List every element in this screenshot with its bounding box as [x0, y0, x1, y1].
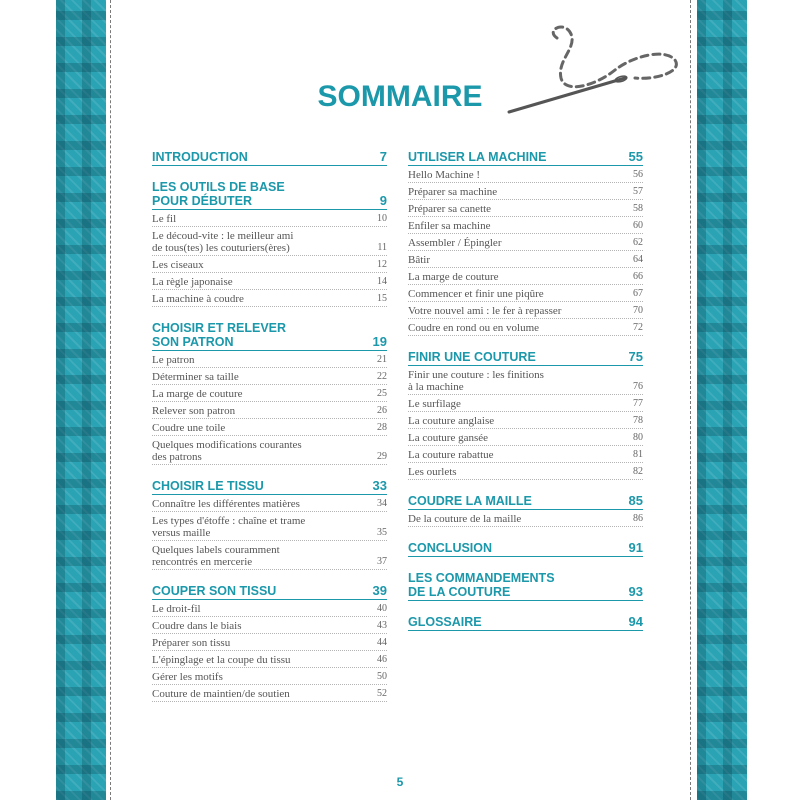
- toc-entry[interactable]: [152, 256, 387, 273]
- entry-page: 40: [377, 603, 387, 614]
- entry-title: Le patron: [152, 354, 195, 366]
- toc-section-heading[interactable]: [408, 350, 643, 366]
- toc-section: [152, 479, 387, 570]
- entry-page: 72: [633, 322, 643, 333]
- entry-title: Votre nouvel ami : le fer à repasser: [408, 305, 562, 317]
- stitch-line-left: [110, 0, 111, 800]
- entry-title: Les ciseaux: [152, 259, 204, 271]
- entry-title: Couture de maintien/de soutien: [152, 688, 290, 700]
- toc-entry[interactable]: [408, 366, 643, 395]
- entry-page: 21: [377, 354, 387, 365]
- entry-title: Le découd-vite : le meilleur ami de tous(tes) les couturiers(ères): [152, 230, 294, 254]
- toc-section-heading[interactable]: [152, 180, 387, 210]
- entry-page: 56: [633, 169, 643, 180]
- entry-title: Coudre une toile: [152, 422, 226, 434]
- entry-page: 37: [377, 556, 387, 567]
- needle-thread-icon: [505, 20, 685, 120]
- section-page: 39: [372, 583, 387, 598]
- toc-entry[interactable]: [152, 600, 387, 617]
- toc-entry[interactable]: [152, 617, 387, 634]
- section-page: 93: [628, 584, 643, 599]
- entry-title: Enfiler sa machine: [408, 220, 491, 232]
- entry-title: Relever son patron: [152, 405, 236, 417]
- entry-title: Le droit-fil: [152, 603, 201, 615]
- toc-entry[interactable]: [408, 234, 643, 251]
- entry-title: L'épinglage et la coupe du tissu: [152, 654, 291, 666]
- toc-section: [152, 150, 387, 166]
- section-title: GLOSSAIRE: [408, 615, 482, 629]
- toc-section: [408, 350, 643, 480]
- toc-section: [408, 571, 643, 601]
- section-gap: [408, 601, 643, 615]
- entry-title: La couture anglaise: [408, 415, 495, 427]
- entry-page: 52: [377, 688, 387, 699]
- entry-page: 15: [377, 293, 387, 304]
- section-gap: [408, 557, 643, 571]
- section-gap: [152, 307, 387, 321]
- entry-page: 70: [633, 305, 643, 316]
- section-page: 91: [628, 540, 643, 555]
- section-title: LES OUTILS DE BASE POUR DÉBUTER: [152, 180, 285, 208]
- toc-entry[interactable]: [152, 351, 387, 368]
- toc-entry[interactable]: [408, 166, 643, 183]
- toc-section: [152, 180, 387, 307]
- entry-page: 12: [377, 259, 387, 270]
- toc-entry[interactable]: [152, 210, 387, 227]
- toc-entry[interactable]: [152, 668, 387, 685]
- section-title: COUDRE LA MAILLE: [408, 494, 532, 508]
- entry-page: 43: [377, 620, 387, 631]
- entry-page: 10: [377, 213, 387, 224]
- entry-title: La couture rabattue: [408, 449, 494, 461]
- entry-page: 76: [633, 381, 643, 392]
- entry-title: Hello Machine !: [408, 169, 481, 181]
- toc-entry[interactable]: [152, 290, 387, 307]
- entry-title: Gérer les motifs: [152, 671, 223, 683]
- toc-section-heading[interactable]: [152, 584, 387, 600]
- entry-title: Le fil: [152, 213, 177, 225]
- page-title: SOMMAIRE: [317, 80, 483, 113]
- toc-section-heading[interactable]: [408, 494, 643, 510]
- toc-entry[interactable]: [408, 463, 643, 480]
- entry-page: 57: [633, 186, 643, 197]
- toc-entry[interactable]: [408, 510, 643, 527]
- entry-title: Les ourlets: [408, 466, 457, 478]
- section-title: CHOISIR LE TISSU: [152, 479, 264, 493]
- entry-title: Coudre en rond ou en volume: [408, 322, 540, 334]
- section-page: 55: [628, 149, 643, 164]
- toc-entry[interactable]: [152, 495, 387, 512]
- entry-title: Quelques modifications courantes des patrons: [152, 439, 302, 463]
- entry-title: La règle japonaise: [152, 276, 233, 288]
- entry-title: Déterminer sa taille: [152, 371, 239, 383]
- entry-title: Quelques labels couramment rencontrés en mercerie: [152, 544, 280, 568]
- entry-title: Le surfilage: [408, 398, 461, 410]
- section-page: 19: [372, 334, 387, 349]
- entry-title: La machine à coudre: [152, 293, 244, 305]
- toc-section: [408, 541, 643, 557]
- entry-page: 35: [377, 527, 387, 538]
- section-title: FINIR UNE COUTURE: [408, 350, 536, 364]
- plaid-border-left: [56, 0, 106, 800]
- entry-title: Commencer et finir une piqûre: [408, 288, 544, 300]
- entry-title: Finir une couture : les finitions à la machine: [408, 369, 544, 393]
- section-title: CONCLUSION: [408, 541, 493, 555]
- toc-section: [152, 584, 387, 702]
- toc-column-right: [408, 150, 643, 631]
- toc-section: [152, 321, 387, 465]
- toc-entry[interactable]: [152, 436, 387, 465]
- toc-column-left: [152, 150, 387, 702]
- toc-entry[interactable]: [408, 268, 643, 285]
- entry-page: 26: [377, 405, 387, 416]
- toc-section-heading[interactable]: [152, 321, 387, 351]
- toc-entry[interactable]: [408, 412, 643, 429]
- entry-title: Bâtir: [408, 254, 430, 266]
- toc-entry[interactable]: [408, 446, 643, 463]
- entry-title: Les types d'étoffe : chaîne et trame versus maille: [152, 515, 306, 539]
- section-page: 75: [628, 349, 643, 364]
- toc-entry[interactable]: [408, 200, 643, 217]
- toc-section: [408, 150, 643, 336]
- stitch-line-right: [690, 0, 691, 800]
- section-page: 9: [379, 193, 387, 208]
- toc-entry[interactable]: [408, 302, 643, 319]
- entry-page: 86: [633, 513, 643, 524]
- plaid-border-right: [697, 0, 747, 800]
- toc-section-heading[interactable]: [408, 541, 643, 557]
- toc-entry[interactable]: [152, 634, 387, 651]
- entry-page: 25: [377, 388, 387, 399]
- section-gap: [408, 527, 643, 541]
- entry-title: Connaître les différentes matières: [152, 498, 300, 510]
- entry-page: 77: [633, 398, 643, 409]
- toc-entry[interactable]: [408, 217, 643, 234]
- section-title: COUPER SON TISSU: [152, 584, 277, 598]
- toc-section: [408, 615, 643, 631]
- entry-page: 46: [377, 654, 387, 665]
- toc-section-heading[interactable]: [408, 615, 643, 631]
- entry-page: 11: [377, 242, 387, 253]
- toc-entry[interactable]: [152, 227, 387, 256]
- toc-entry[interactable]: [152, 385, 387, 402]
- entry-page: 22: [377, 371, 387, 382]
- toc-section-heading[interactable]: [152, 479, 387, 495]
- entry-page: 50: [377, 671, 387, 682]
- toc-entry[interactable]: [408, 429, 643, 446]
- entry-page: 66: [633, 271, 643, 282]
- toc-entry[interactable]: [408, 183, 643, 200]
- toc-entry[interactable]: [408, 395, 643, 412]
- toc-entry[interactable]: [408, 251, 643, 268]
- entry-page: 81: [633, 449, 643, 460]
- toc-entry[interactable]: [408, 319, 643, 336]
- section-page: 85: [628, 493, 643, 508]
- toc-entry[interactable]: [408, 285, 643, 302]
- toc-entry[interactable]: [152, 402, 387, 419]
- entry-page: 82: [633, 466, 643, 477]
- section-page: 94: [628, 614, 643, 629]
- toc-entry[interactable]: [152, 368, 387, 385]
- page-number: 5: [396, 775, 404, 789]
- entry-title: De la couture de la maille: [408, 513, 522, 525]
- toc-section-heading[interactable]: [152, 150, 387, 166]
- page-margin-left: [0, 0, 56, 800]
- section-title: CHOISIR ET RELEVER SON PATRON: [152, 321, 287, 349]
- toc-section: [408, 494, 643, 527]
- entry-page: 62: [633, 237, 643, 248]
- entry-title: Préparer sa canette: [408, 203, 492, 215]
- entry-page: 28: [377, 422, 387, 433]
- toc-entry[interactable]: [152, 273, 387, 290]
- entry-page: 44: [377, 637, 387, 648]
- entry-title: La marge de couture: [408, 271, 499, 283]
- toc-entry[interactable]: [152, 541, 387, 570]
- entry-page: 14: [377, 276, 387, 287]
- entry-page: 29: [377, 451, 387, 462]
- toc-section-heading[interactable]: [408, 150, 643, 166]
- toc-entry[interactable]: [152, 512, 387, 541]
- section-page: 7: [379, 149, 387, 164]
- entry-page: 58: [633, 203, 643, 214]
- entry-title: Assembler / Épingler: [408, 237, 502, 249]
- section-gap: [152, 570, 387, 584]
- toc-entry[interactable]: [152, 651, 387, 668]
- toc-entry[interactable]: [152, 419, 387, 436]
- entry-page: 60: [633, 220, 643, 231]
- toc-section-heading[interactable]: [408, 571, 643, 601]
- page-margin-right: [747, 0, 800, 800]
- entry-title: La couture gansée: [408, 432, 489, 444]
- entry-page: 78: [633, 415, 643, 426]
- entry-page: 67: [633, 288, 643, 299]
- section-title: UTILISER LA MACHINE: [408, 150, 547, 164]
- entry-title: La marge de couture: [152, 388, 243, 400]
- section-gap: [152, 166, 387, 180]
- section-gap: [408, 480, 643, 494]
- entry-title: Préparer son tissu: [152, 637, 231, 649]
- entry-title: Préparer sa machine: [408, 186, 498, 198]
- entry-page: 34: [377, 498, 387, 509]
- section-gap: [408, 336, 643, 350]
- section-title: LES COMMANDEMENTS DE LA COUTURE: [408, 571, 555, 599]
- section-gap: [152, 465, 387, 479]
- entry-page: 80: [633, 432, 643, 443]
- entry-page: 64: [633, 254, 643, 265]
- section-title: INTRODUCTION: [152, 150, 248, 164]
- entry-title: Coudre dans le biais: [152, 620, 242, 632]
- toc-entry[interactable]: [152, 685, 387, 702]
- section-page: 33: [372, 478, 387, 493]
